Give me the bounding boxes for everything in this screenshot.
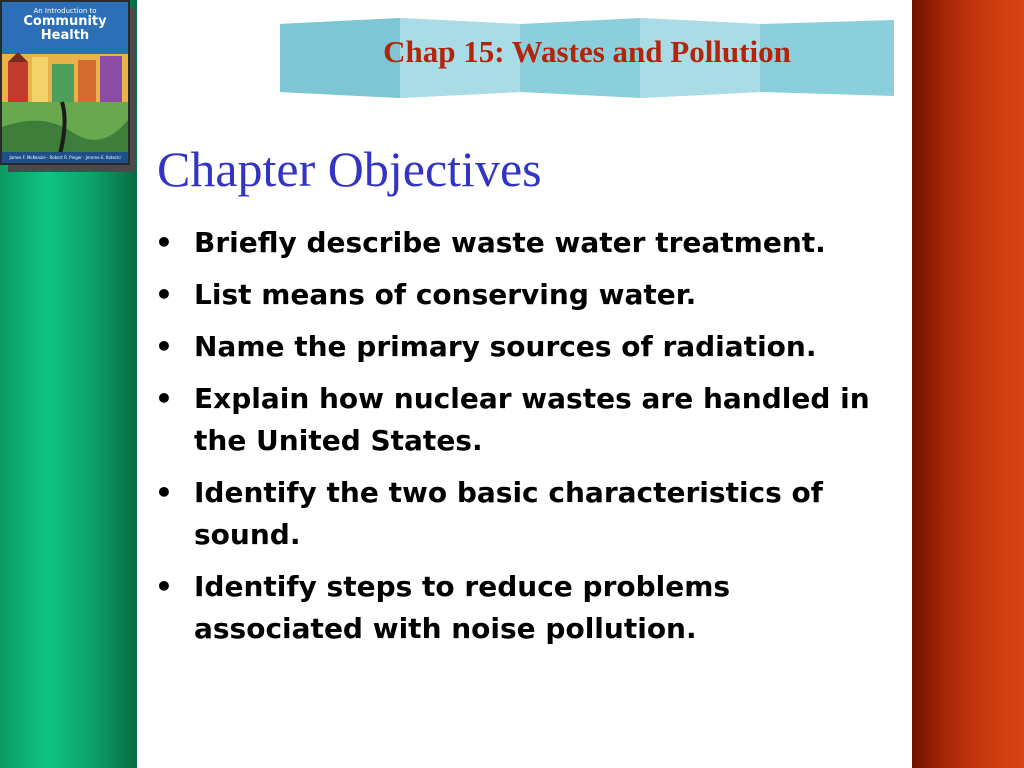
bullet-icon: •: [155, 570, 173, 603]
objective-item: [155, 274, 895, 316]
book-cover-image: [0, 0, 130, 165]
book-cover-authors: James F. McKenzie · Robert R. Pinger · Jerome E. Kotecki: [9, 155, 121, 160]
chapter-banner-title: Chap 15: Wastes and Pollution: [383, 34, 791, 69]
objective-item: [155, 472, 895, 556]
objective-text: Explain how nuclear wastes are handled in the United States.: [194, 382, 870, 457]
objective-text: Name the primary sources of radiation.: [194, 330, 817, 363]
bullet-icon: •: [155, 278, 173, 311]
bullet-icon: •: [155, 330, 173, 363]
bullet-icon: •: [155, 382, 173, 415]
book-cover-line2: Community: [23, 14, 107, 30]
book-cover-line3: Health: [40, 27, 90, 43]
objective-item: [155, 326, 895, 368]
right-red-band: [912, 0, 1024, 768]
book-cover-line1: An Introduction to: [33, 7, 97, 15]
bullet-icon: •: [155, 476, 173, 509]
slide-title: Chapter Objectives: [157, 141, 542, 197]
chapter-banner: [280, 16, 894, 100]
objective-text: Briefly describe waste water treatment.: [194, 226, 826, 259]
objectives-list: [155, 222, 895, 660]
objective-text: Identify steps to reduce problems associated with noise pollution.: [194, 570, 731, 645]
bullet-icon: •: [155, 226, 173, 259]
objective-item: [155, 566, 895, 650]
objective-item: [155, 378, 895, 462]
objective-item: [155, 222, 895, 264]
objective-text: Identify the two basic characteristics of sound.: [194, 476, 823, 551]
objective-text: List means of conserving water.: [194, 278, 697, 311]
book-cover-title: [2, 8, 128, 43]
